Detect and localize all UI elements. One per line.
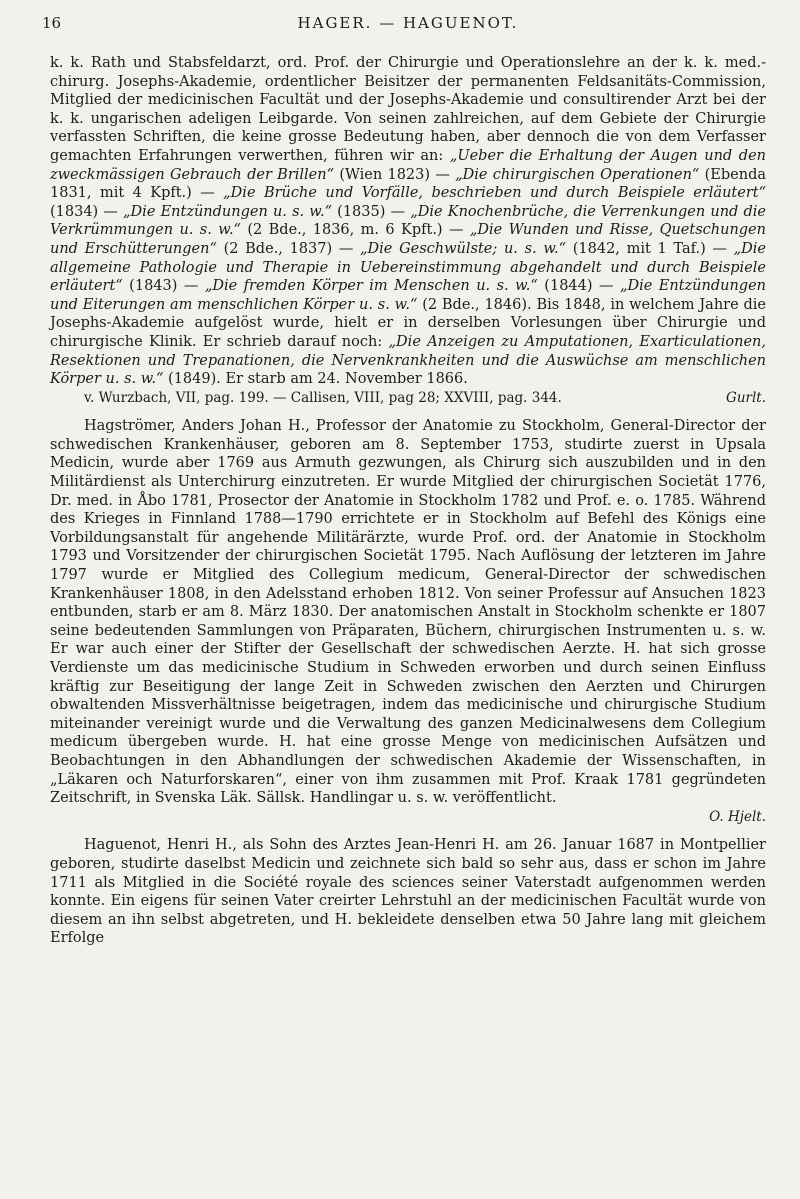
book-title: „Die Geschwülste; u. s. w.“ bbox=[360, 240, 567, 257]
book-title: „Die Entzündungen u. s. w.“ bbox=[123, 203, 332, 220]
text-run: (2 Bde., 1837) — bbox=[216, 240, 361, 257]
text-run: Hagströmer, Anders Johan H., Professor der Anatomie zu Stockholm, General-Director der schwedischen Krankenhäuser, geboren am 8. September 1753, studirte zuerst in Upsala Medicin, wurde aber 1769 aus Armuth gezwungen, als Chirurg sich auszubilden und in den Militärdienst als Unterchirurg einzutreten. Er wurde Mitglied der chirurgischen Societät 1776, Dr. med. in Åbo 1781, Prosector der Anatomie in Stockholm 1782 und Prof. e. o. 1785. Während des Krieges in Finnland 1788—1790 errichtete er in Stockholm auf Befehl des Königs eine Vorbildungsanstalt für angehende Militärärzte, wurde Prof. ord. der Anatomie in Stockholm 1793 und Vorsitzender der chirurgischen Societät 1795. Nach Auflösung der letzteren im Jahre 1797 wurde er Mitglied des Collegium medicum, General-Director der schwedischen Krankenhäuser 1808, in den Adelsstand erhoben 1812. Von seiner Professur auf Ansuchen 1823 entbunden, starb er am 8. März 1830. Der anatomischen Anstalt in Stockholm schenkte er 1807 seine bedeutenden Sammlungen von Präparaten, Büchern, chirurgischen Instrumenten u. s. w. Er war auch einer der Stifter der Gesellschaft der schwedischen Aerzte. H. hat sich grosse Verdienste um das medicinische Studium in Schweden erworben und durch seinen Einfluss kräftig zur Beseitigung der lange Zeit in Schweden zwischen den Aerzten und Chirurgen obwaltenden Missverhältnisse beigetragen, indem das medicinische und chirurgische Studium miteinander vereinigt wurde und die Verwaltung des ganzen Medicinalwesens dem Collegium medicum übergeben wurde. H. hat eine grosse Menge von medicinischen Aufsätzen und Beobachtungen in den Abhandlungen der schwedischen Akademie der Wissenschaften, in „Läkaren och Naturforskaren“, einer von ihm zusammen mit Prof. Kraak 1781 gegründeten Zeitschrift, in Svenska Läk. Sällsk. Handlingar u. s. w. veröffentlicht. bbox=[50, 418, 766, 807]
book-title: „Die chirurgischen Operationen“ bbox=[455, 166, 700, 183]
text-run: (Wien 1823) — bbox=[334, 166, 456, 183]
text-run: (Ebenda 1831, mit 4 Kpft.) — bbox=[50, 166, 766, 202]
book-title: „Die allgemeine Pathologie und Therapie in Uebereinstimmung abgehandelt und durch Beispiele erläutert“ bbox=[50, 240, 766, 295]
book-title: „Die Entzündungen und Eiterungen am menschlichen Körper u. s. w.“ bbox=[50, 278, 766, 313]
book-title: „Die Knochenbrüche, die Verrenkungen und die Verkrümmungen u. s. w.“ bbox=[50, 203, 767, 239]
text-run: k. k. Rath und Stabsfeldarzt, ord. Prof. der Chirurgie und Operationslehre an der k. k. med.-chirurg. Josephs-Akademie, ordentlicher Beisitzer der permanenten Feldsanitäts-Commission, Mitglied der medicinischen Facultät und der Josephs-Akademie und consultirender Arzt bei der k. k. ungarischen adeligen Leibgarde. Von seinen zahlreichen, auf dem Gebiete der Chirurgie verfassten Schriften, die keine grosse Bedeutung haben, aber dennoch die von dem Verfasser gemachten Erfahrungen verwerthen, führen wir an: bbox=[50, 55, 766, 164]
entry-author: O. Hjelt. bbox=[709, 808, 766, 825]
text-run: (2 Bde., 1846). Bis 1848, in welchem Jahre die Josephs-Akademie aufgelöst wurde, hielt er in derselben Vorlesungen über Chirurgie und chirurgische Klinik. Er schrieb darauf noch: bbox=[50, 296, 766, 350]
book-title: „Die Anzeigen zu Amputationen, Exarticulationen, Resektionen und Trepanationen, die Nervenkrankheiten und die Auswüchse am menschlichen Körper u. s. w.“ bbox=[50, 333, 766, 388]
entry-text bbox=[50, 836, 766, 948]
book-title: „Die Brüche und Vorfälle, beschrieben und durch Beispiele erläutert“ bbox=[223, 185, 766, 202]
entry-author: Gurlt. bbox=[726, 389, 766, 406]
book-title: „Die Wunden und Risse, Quetschungen und Erschütterungen“ bbox=[50, 222, 766, 257]
text-run: (1849). Er starb am 24. November 1866. bbox=[163, 371, 468, 388]
book-title: „Ueber die Erhaltung der Augen und den zweckmässigen Gebrauch der Brillen“ bbox=[50, 147, 766, 183]
entry-source bbox=[50, 808, 766, 827]
entry-source bbox=[50, 389, 766, 408]
source-citation: v. Wurzbach, VII, pag. 199. — Callisen, VIII, pag 28; XXVIII, pag. 344. bbox=[84, 389, 562, 406]
running-head: HAGER. — HAGUENOT. bbox=[297, 14, 519, 32]
entry-text bbox=[50, 417, 766, 807]
page-header bbox=[42, 8, 766, 54]
page-number: 16 bbox=[42, 14, 62, 32]
text-run: (2 Bde., 1836, m. 6 Kpft.) — bbox=[240, 222, 470, 239]
page-body bbox=[50, 54, 766, 948]
text-run: (1843) — bbox=[122, 278, 205, 295]
entry-hagstroemer bbox=[50, 417, 766, 826]
text-run: (1842, mit 1 Taf.) — bbox=[566, 240, 734, 257]
text-run: Haguenot, Henri H., als Sohn des Arztes Jean-Henri H. am 26. Januar 1687 in Montpellier geboren, studirte daselbst Medicin und zeichnete sich bald so sehr aus, dass er schon im Jahre 1711 als Mitglied in die Société royale des sciences seiner Vaterstadt aufgenommen werden konnte. Ein eigens für seinen Vater creirter Lehrstuhl an der medicinischen Facultät wurde von diesem an ihn selbst abgetreten, und H. bekleidete denselben etwa 50 Jahre lang mit gleichem Erfolge bbox=[50, 837, 766, 947]
text-run: (1834) — bbox=[50, 203, 124, 220]
entry-hager bbox=[50, 54, 766, 407]
entry-haguenot bbox=[50, 836, 766, 948]
text-run: (1835) — bbox=[332, 203, 411, 220]
entry-text bbox=[50, 54, 766, 389]
book-title: „Die fremden Körper im Menschen u. s. w.“ bbox=[204, 278, 538, 295]
text-run: (1844) — bbox=[537, 278, 620, 295]
